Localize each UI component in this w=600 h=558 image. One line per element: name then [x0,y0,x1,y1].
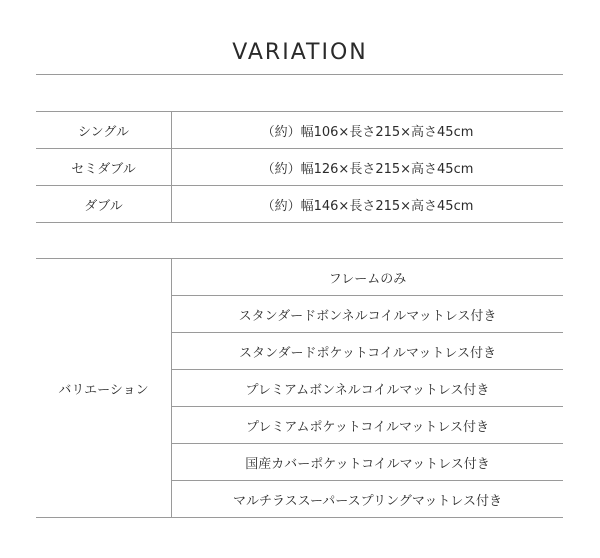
page-title: VARIATION [232,40,368,65]
table-row [36,259,563,296]
table-row [36,112,563,149]
table-row [36,186,563,223]
variation-option: フレームのみ [172,259,564,296]
size-dimensions: （約）幅106×長さ215×高さ45cm [172,112,564,149]
size-name: ダブル [36,186,172,223]
variation-option: プレミアムポケットコイルマットレス付き [172,407,564,444]
size-table [36,111,563,223]
size-dimensions: （約）幅146×長さ215×高さ45cm [172,186,564,223]
variation-option: マルチラススーパースプリングマットレス付き [172,481,564,518]
table-row [36,149,563,186]
size-name: シングル [36,112,172,149]
variation-option: プレミアムボンネルコイルマットレス付き [172,370,564,407]
variation-option: 国産カバーポケットコイルマットレス付き [172,444,564,481]
variation-option: スタンダードボンネルコイルマットレス付き [172,296,564,333]
title-divider [36,74,563,75]
variation-label: バリエーション [36,259,172,518]
variation-table [36,258,563,518]
size-dimensions: （約）幅126×長さ215×高さ45cm [172,149,564,186]
variation-option: スタンダードポケットコイルマットレス付き [172,333,564,370]
size-name: セミダブル [36,149,172,186]
